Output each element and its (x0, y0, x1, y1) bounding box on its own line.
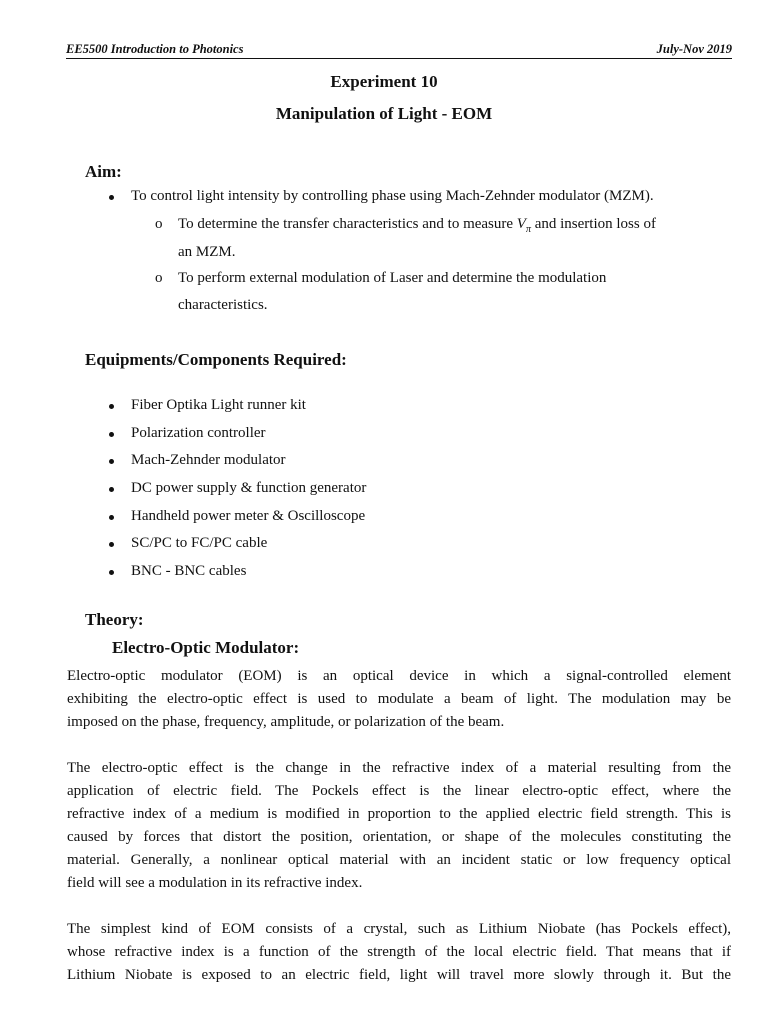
bullet-dot-icon (109, 432, 114, 437)
bullet-dot-icon (109, 542, 114, 547)
equipment-item: Fiber Optika Light runner kit (131, 397, 306, 414)
equipment-item: Mach-Zehnder modulator (131, 452, 286, 469)
aim-subitem-2 (155, 270, 607, 287)
header-term: July-Nov 2019 (656, 42, 732, 56)
page-header (66, 42, 732, 59)
circle-bullet-icon: o (155, 216, 163, 232)
aim-subitem-2-text: To perform external modulation of Laser and determine the modulation (178, 270, 607, 286)
experiment-subtitle: Manipulation of Light - EOM (275, 104, 493, 123)
theory-paragraph-3: The simplest kind of EOM consists of a crystal, such as Lithium Niobate (has Pockels effect), whose refractive index is a function of the strength of the local electric field. That means that if Lithium Niobate is exposed to an electric field, light will travel more slowly through it. But the (67, 921, 731, 983)
equipment-heading: Equipments/Components Required: (85, 350, 347, 369)
eom-subheading: Electro-Optic Modulator: (112, 638, 300, 657)
equipment-item: SC/PC to FC/PC cable (131, 535, 267, 552)
theory-heading: Theory: (85, 610, 144, 629)
experiment-title: Experiment 10 (330, 72, 438, 91)
aim-subitem-1-line2: an MZM. (178, 244, 236, 260)
aim-bullet (131, 188, 654, 205)
header-course: EE5500 Introduction to Photonics (66, 42, 244, 56)
equipment-item: Polarization controller (131, 425, 266, 442)
bullet-dot-icon (109, 487, 114, 492)
bullet-dot-icon (109, 515, 114, 520)
bullet-dot-icon (109, 570, 114, 575)
circle-bullet-icon: o (155, 270, 163, 286)
v-pi-symbol: $V_\pi$ (516, 216, 531, 235)
aim-subitem-1-post: and insertion loss of (534, 216, 656, 232)
theory-paragraph-1: Electro-optic modulator (EOM) is an optical device in which a signal-controlled element exhibiting the electro-optic effect is used to modulate a beam of light. The modulation may be imposed on the phase, frequency, amplitude, or polarization of the beam. (67, 668, 731, 730)
bullet-dot-icon (109, 459, 114, 464)
equipment-item: DC power supply & function generator (131, 480, 366, 497)
aim-subitem-1-pre: To determine the transfer characteristics and to measure (178, 216, 514, 232)
equipment-item: Handheld power meter & Oscilloscope (131, 508, 365, 525)
aim-bullet-text: To control light intensity by controlling phase using Mach-Zehnder modulator (MZM). (131, 188, 654, 204)
aim-subitem-1 (155, 216, 656, 235)
bullet-dot-icon (109, 195, 114, 200)
theory-paragraph-2: The electro-optic effect is the change in the refractive index of a material resulting from the application of electric field. The Pockels effect is the linear electro-optic effect, where the refractive index of a medium is modified in proportion to the applied electric field strength. This is caused by forces that distort the position, orientation, or shape of the molecules constituting the material. Generally, a nonlinear optical material with an incident static or low frequency optical field will see a modulation in its refractive index. (67, 760, 731, 891)
aim-subitem-2-line2: characteristics. (178, 297, 268, 313)
aim-heading: Aim: (85, 162, 122, 181)
bullet-dot-icon (109, 404, 114, 409)
equipment-item: BNC - BNC cables (131, 563, 246, 580)
